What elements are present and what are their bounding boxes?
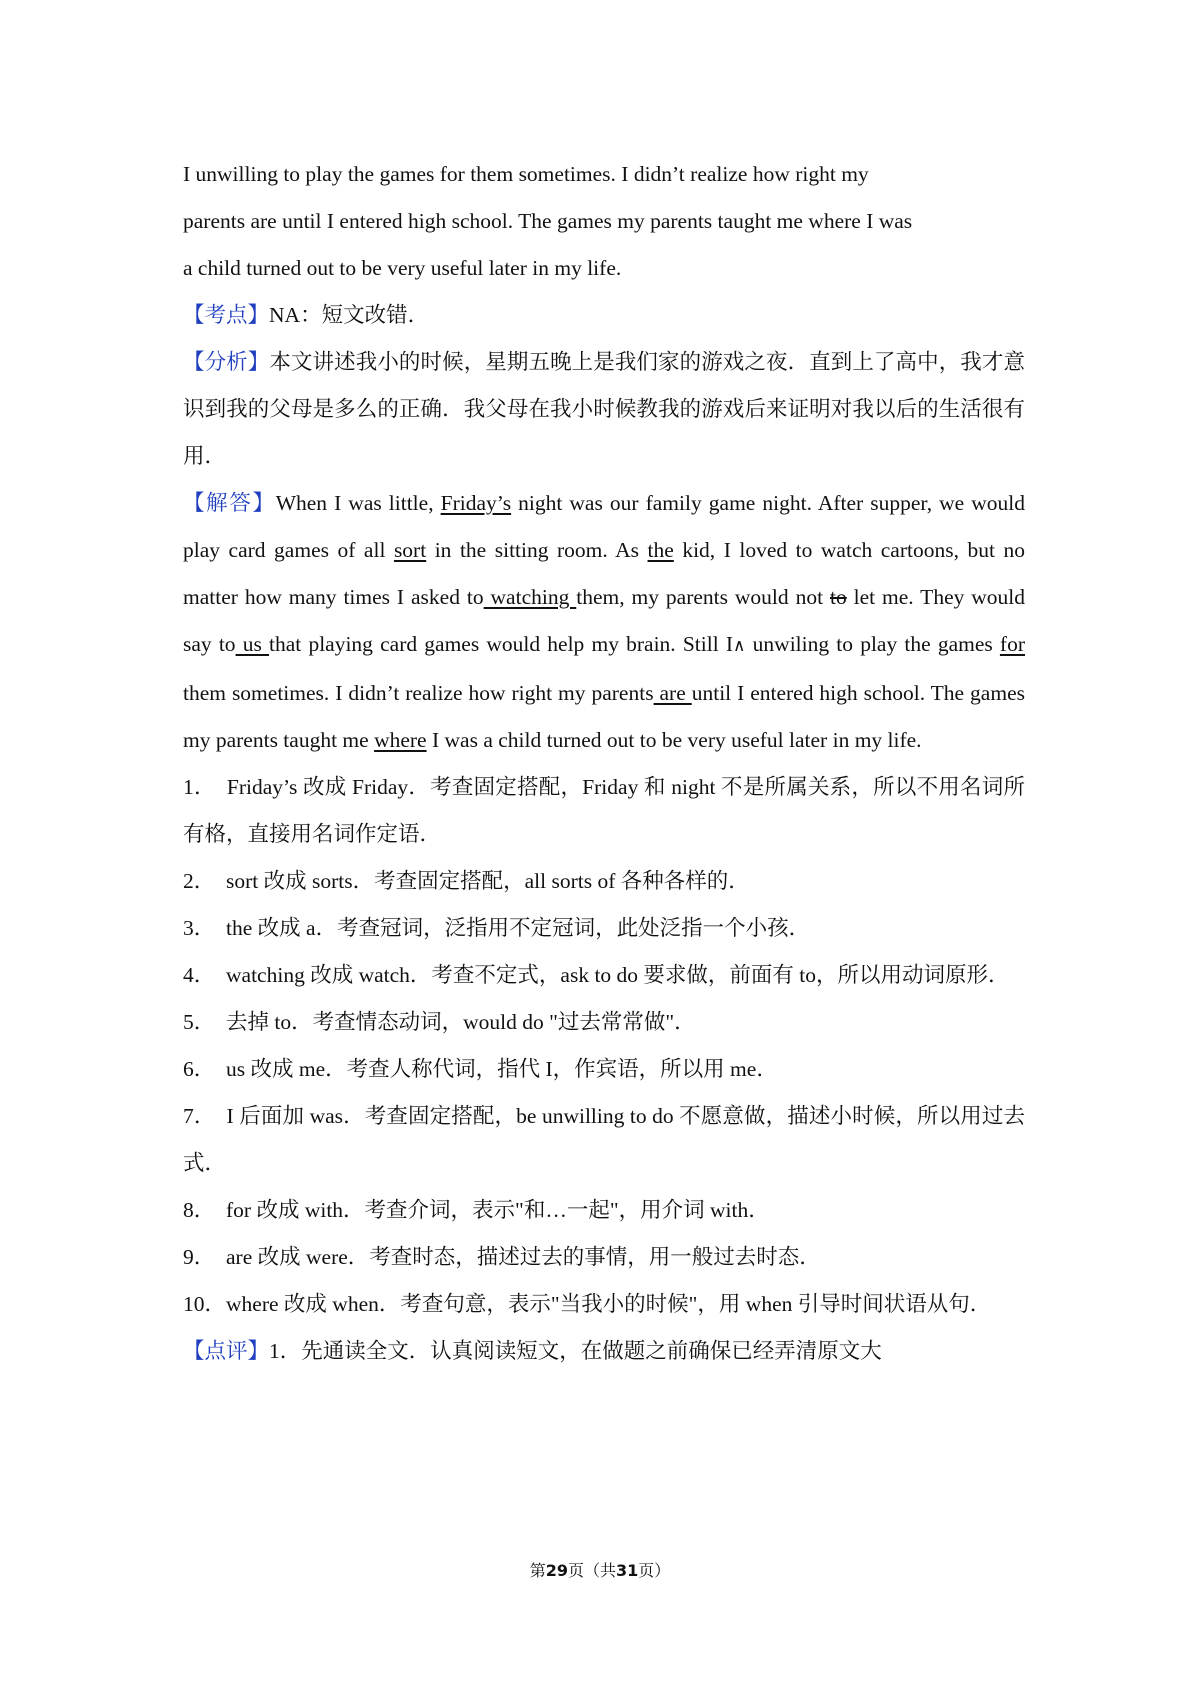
jieda-text-4: kid, I loved to watch cartoons, but no matter how many times I asked to — [183, 538, 1025, 609]
error-word-3: the — [647, 538, 674, 562]
passage-line-2: parents are until I entered high school. The games my parents taught me where I was — [183, 209, 913, 233]
item-number: 1． — [183, 775, 216, 799]
item-number: 6． — [183, 1057, 216, 1081]
error-word-10: where — [374, 728, 427, 752]
item-number: 5． — [183, 1010, 216, 1034]
item-text: 去掉 to．考查情态动词，would do "过去常常做"． — [226, 1010, 696, 1034]
item-text: us 改成 me．考查人称代词，指代 I，作宾语，所以用 me． — [226, 1057, 778, 1081]
error-word-1: Friday’s — [440, 491, 512, 515]
correction-item-2 — [183, 858, 1025, 905]
error-word-2: sort — [393, 538, 427, 562]
jieda-text-2: night was our family game night. After supper, we would play card games of all — [183, 491, 1025, 562]
footer-prefix: 第 — [529, 1561, 546, 1580]
item-text: the 改成 a．考查冠词，泛指用不定冠词，此处泛指一个小孩． — [226, 916, 811, 940]
correction-item-3 — [183, 905, 1025, 952]
error-word-6: us — [235, 632, 270, 656]
footer-suffix: 页） — [638, 1561, 671, 1580]
jieda-text-7: that playing card games would help my brain. Still I — [269, 632, 734, 656]
document-body — [183, 151, 1025, 1375]
correction-item-8 — [183, 1187, 1025, 1234]
dianping-section — [183, 1328, 1025, 1375]
passage-line-1: I unwilling to play the games for them sometimes. I didn’t realize how right my — [183, 162, 869, 186]
dianping-text: 1．先通读全文．认真阅读短文，在做题之前确保已经弄清原文大 — [269, 1339, 882, 1363]
jieda-text-8: unwiling to play the games — [745, 632, 1000, 656]
correction-item-1 — [183, 764, 1025, 858]
kaodian-tag: 【考点】 — [183, 303, 270, 327]
dianping-tag: 【点评】 — [183, 1339, 270, 1363]
error-word-9: are — [653, 681, 692, 705]
correction-item-5 — [183, 999, 1025, 1046]
jieda-text-9: them sometimes. I didn’t realize how right my parents — [183, 681, 654, 705]
footer-total-pages: 31 — [616, 1561, 639, 1580]
correction-item-7 — [183, 1093, 1025, 1187]
fenxi-text: 本文讲述我小的时候，星期五晚上是我们家的游戏之夜．直到上了高中，我才意识到我的父母是多么的正确．我父母在我小时候教我的游戏后来证明对我以后的生活很有用． — [183, 350, 1025, 468]
kaodian-section — [183, 292, 1025, 339]
jieda-text-3: in the sitting room. As — [426, 538, 648, 562]
item-number: 2． — [183, 869, 216, 893]
correction-item-10 — [183, 1281, 1025, 1328]
item-text: Friday’s 改成 Friday．考查固定搭配，Friday 和 night 不是所属关系，所以不用名词所有格，直接用名词作定语． — [183, 775, 1025, 846]
footer-page-number: 29 — [545, 1561, 568, 1580]
correction-item-4 — [183, 952, 1025, 999]
passage-continuation — [183, 151, 1025, 292]
passage-line-3: a child turned out to be very useful later in my life. — [183, 256, 622, 280]
item-number: 9． — [183, 1245, 216, 1269]
item-text: watching 改成 watch．考查不定式，ask to do 要求做，前面有 to，所以用动词原形． — [226, 963, 1010, 987]
item-text: are 改成 were．考查时态，描述过去的事情，用一般过去时态． — [226, 1245, 821, 1269]
jieda-text-11: I was a child turned out to be very useful later in my life. — [426, 728, 922, 752]
correction-item-9 — [183, 1234, 1025, 1281]
insert-caret-mark: ∧ — [733, 636, 746, 656]
item-number: 7． — [183, 1104, 216, 1128]
kaodian-text: NA：短文改错． — [269, 303, 430, 327]
correction-list — [183, 764, 1025, 1328]
page-footer — [0, 1558, 1200, 1581]
item-number: 3． — [183, 916, 216, 940]
item-number: 4． — [183, 963, 216, 987]
error-word-5-deleted: to — [829, 585, 847, 609]
item-text: I 后面加 was．考查固定搭配，be unwilling to do 不愿意做，描述小时候，所以用过去式． — [183, 1104, 1025, 1175]
item-text: sort 改成 sorts．考查固定搭配，all sorts of 各种各样的． — [226, 869, 750, 893]
error-word-4: watching — [483, 585, 577, 609]
jieda-text-6: let me. They would say to — [183, 585, 1026, 656]
item-text: where 改成 when．考查句意，表示"当我小的时候"，用 when 引导时间状语从句． — [226, 1292, 992, 1316]
item-number: 8． — [183, 1198, 216, 1222]
error-word-8: for — [999, 632, 1025, 656]
correction-item-6 — [183, 1046, 1025, 1093]
jieda-text-1: When I was little, — [275, 491, 441, 515]
jieda-text-5: them, my parents would not — [576, 585, 830, 609]
item-number: 10． — [183, 1292, 227, 1316]
fenxi-tag: 【分析】 — [183, 350, 270, 374]
footer-middle: 页（共 — [567, 1561, 616, 1580]
jieda-tag: 【解答】 — [183, 491, 276, 515]
jieda-text-10: until I entered high school. The games my parents taught me — [183, 681, 1025, 752]
item-text: for 改成 with．考查介词，表示"和…一起"，用介词 with． — [226, 1198, 770, 1222]
fenxi-section — [183, 339, 1025, 480]
jieda-section — [183, 480, 1025, 764]
